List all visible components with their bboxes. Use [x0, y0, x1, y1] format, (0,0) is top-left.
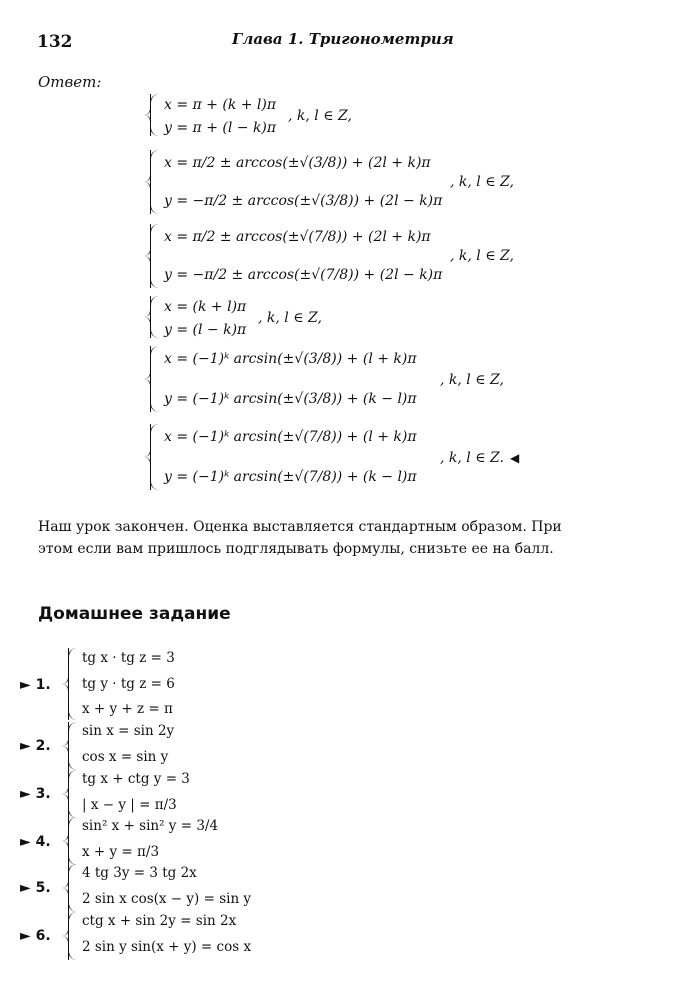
equation-line: tg y · tg z = 6: [82, 675, 175, 692]
exercise-number: ► 6.: [20, 928, 51, 944]
page-number: 132: [37, 32, 73, 52]
system-suffix: , k, l ∈ Z,: [258, 310, 322, 326]
system-suffix: [440, 450, 519, 466]
brace-icon: [68, 722, 77, 770]
equation-line: y = −π/2 ± arccos(±√(7/8)) + (2l − k)π: [164, 267, 443, 283]
end-of-solution-icon: ◀: [509, 451, 520, 465]
equation-line: | x − y | = π/3: [82, 796, 177, 813]
exercise-number: ► 4.: [20, 834, 51, 850]
brace-icon: [150, 346, 159, 412]
brace-icon: [150, 150, 159, 214]
equation-line: x = π/2 ± arccos(±√(7/8)) + (2l + k)π: [164, 229, 431, 245]
exercise-number: ► 1.: [20, 677, 51, 693]
system-suffix: , k, l ∈ Z,: [450, 248, 514, 264]
equation-line: y = (l − k)π: [164, 322, 247, 338]
equation-line: tg x + ctg y = 3: [82, 771, 190, 787]
equation-line: y = (−1)ᵏ arcsin(±√(3/8)) + (k − l)π: [164, 391, 417, 407]
brace-icon: [68, 770, 77, 818]
equation-line: y = −π/2 ± arccos(±√(3/8)) + (2l − k)π: [164, 193, 443, 209]
lesson-conclusion-paragraph: [38, 516, 642, 560]
system-suffix: , k, l ∈ Z,: [288, 108, 352, 124]
equation-line: sin x = sin 2y: [82, 723, 175, 739]
equation-line: y = (−1)ᵏ arcsin(±√(7/8)) + (k − l)π: [164, 469, 417, 485]
system-suffix: , k, l ∈ Z,: [450, 174, 514, 190]
equation-line: x = (−1)ᵏ arcsin(±√(7/8)) + (l + k)π: [164, 429, 417, 445]
exercise-number: ► 3.: [20, 786, 51, 802]
brace-icon: [150, 424, 159, 490]
equation-line: y = π + (l − k)π: [164, 120, 277, 136]
equation-line: 4 tg 3y = 3 tg 2x: [82, 865, 197, 881]
equation-line: tg x · tg z = 3: [82, 650, 175, 666]
system-suffix: , k, l ∈ Z,: [440, 372, 504, 388]
answer-label: Ответ:: [38, 73, 102, 91]
exercise-number: ► 5.: [20, 880, 51, 896]
brace-icon: [68, 864, 77, 912]
brace-icon: [68, 817, 77, 865]
equation-line: x = π + (k + l)π: [164, 97, 277, 113]
equation-line: x + y = π/3: [82, 843, 160, 860]
equation-line: x + y + z = π: [82, 701, 173, 717]
paragraph-line: Наш урок закончен. Оценка выставляется стандартным образом. При: [38, 519, 562, 535]
brace-icon: [150, 94, 159, 136]
system-suffix-text: , k, l ∈ Z.: [440, 450, 504, 466]
equation-line: 2 sin x cos(x − y) = sin y: [82, 890, 252, 907]
equation-line: x = (k + l)π: [164, 299, 247, 315]
paragraph-line: этом если вам пришлось подглядывать формулы, снизьте ее на балл.: [38, 541, 554, 557]
brace-icon: [68, 648, 77, 720]
equation-line: x = (−1)ᵏ arcsin(±√(3/8)) + (l + k)π: [164, 351, 417, 367]
equation-line: 2 sin y sin(x + y) = cos x: [82, 938, 252, 955]
brace-icon: [68, 912, 77, 960]
equation-line: x = π/2 ± arccos(±√(3/8)) + (2l + k)π: [164, 155, 431, 171]
equation-line: cos x = sin y: [82, 748, 169, 765]
running-head: Глава 1. Тригонометрия: [232, 30, 454, 48]
equation-line: ctg x + sin 2y = sin 2x: [82, 913, 237, 929]
brace-icon: [150, 296, 159, 338]
brace-icon: [150, 224, 159, 288]
homework-title: Домашнее задание: [38, 604, 231, 624]
equation-line: sin² x + sin² y = 3/4: [82, 818, 219, 834]
exercise-number: ► 2.: [20, 738, 51, 754]
